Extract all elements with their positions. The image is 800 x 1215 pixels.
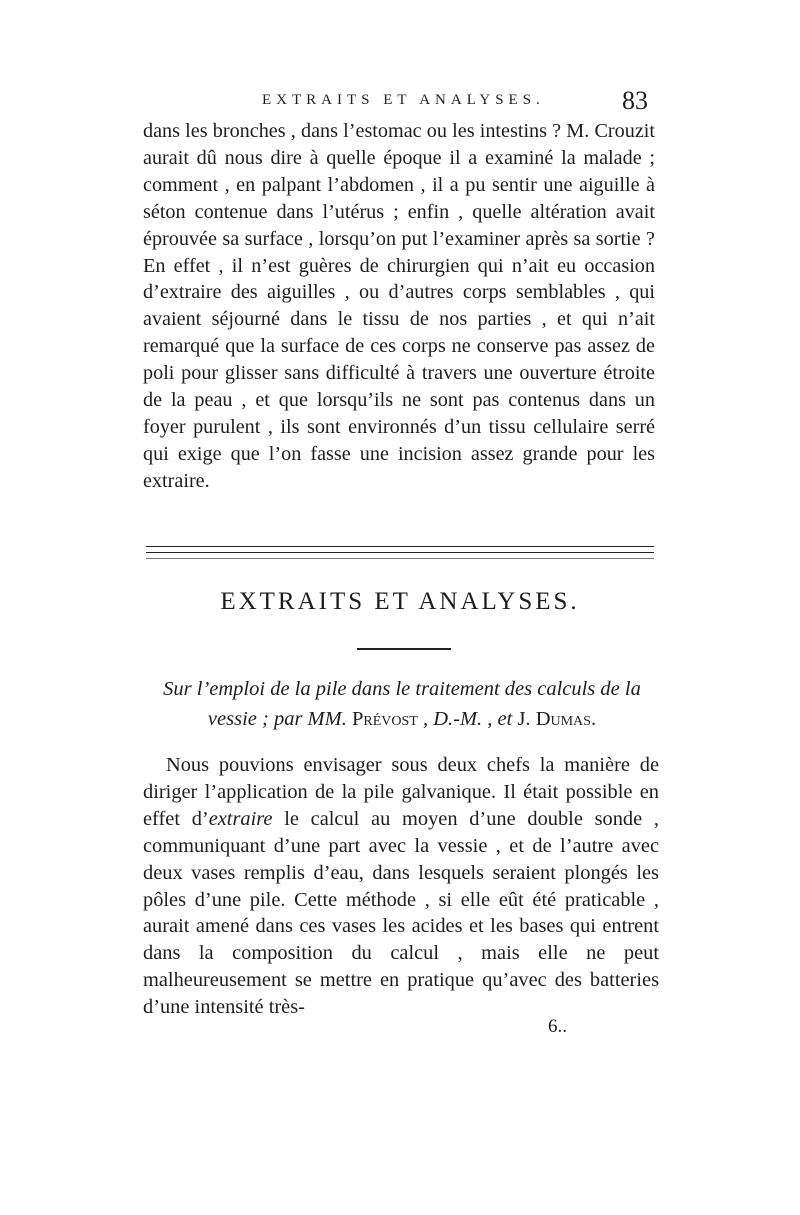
article-title-text: Sur l’emploi de la pile dans le traitement des calculs de la vessie ; par MM. — [163, 678, 641, 730]
author-prevost: Prévost — [351, 708, 418, 730]
article-paragraph-start: Nous pouvions envisager sous deux chefs la manière de diriger l’application de la pile galvanique. Il était possible en effet d’ — [143, 754, 659, 830]
title-underline-rule — [357, 648, 451, 650]
section-title: EXTRAITS ET ANALYSES. — [220, 588, 580, 615]
double-rule-top — [146, 546, 654, 547]
running-head: EXTRAITS ET ANALYSES. — [262, 92, 545, 108]
article-paragraph — [143, 752, 659, 1021]
article-title — [143, 674, 661, 734]
author-initial: J. — [517, 708, 536, 730]
body-paragraph: dans les bronches , dans l’estomac ou les intestins ? M. Crouzit aurait dû nous dire à quelle époque il a examiné la malade ; comment , en palpant l’abdomen , il a pu sentir une aiguille à séton contenue dans l’utérus ; enfin , quelle altération avait éprouvée sa surface , lorsqu’on put l’examiner après sa sortie ? En effet , il n’est guères de chirurgien qui n’ait eu occasion d’extraire des aiguilles , ou d’autres corps semblables , qui avaient séjourné dans le tissu de nos parties , et qui n’ait remarqué que la surface de ces corps ne conserve pas assez de poli pour glisser sans difficulté à travers une ouverture étroite de la peau , et que lorsqu’ils ne sont pas contenus dans un foyer purulent , ils sont environnés d’un tissu cellulaire serré qui exige que l’on fasse une incision assez grande pour les extraire. — [143, 120, 655, 492]
article-title-degree: , D.-M. , et — [417, 708, 518, 730]
author-dumas: Dumas — [535, 708, 591, 730]
article-title-end: . — [590, 708, 597, 730]
thin-rule — [146, 558, 654, 559]
signature-mark: 6.. — [548, 1016, 567, 1037]
article-paragraph-rest: le calcul au moyen d’une double sonde , communiquant d’une part avec la vessie , et de l’autre avec deux vases remplis d’eau, dans lesquels seraient plongés les pôles d’une pile. Cette méthode , si elle eût été praticable , aurait amené dans ces vases les acides et les bases qui entrent dans la composition du calcul , mais elle ne peut malheureusement se mettre en pratique qu’avec des batteries d’une intensité très- — [143, 807, 659, 1019]
emphasized-word: extraire — [208, 807, 273, 830]
page-number: 83 — [622, 86, 648, 115]
double-rule-bottom — [146, 552, 654, 553]
